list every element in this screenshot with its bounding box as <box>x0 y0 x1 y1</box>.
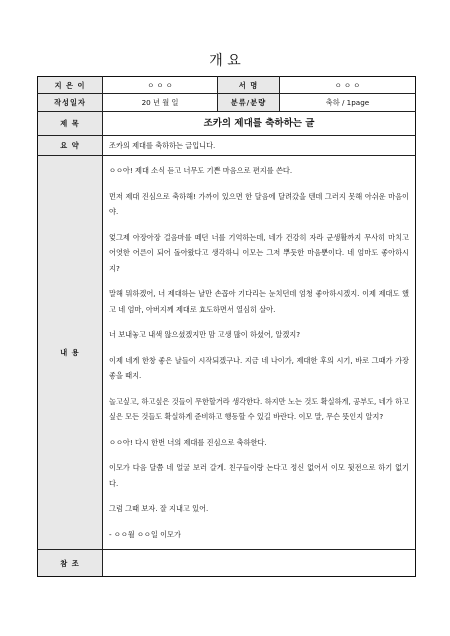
content-paragraph: 너 보내놓고 내색 않으셨겠지만 맘 고생 많이 하셨어, 알겠지? <box>109 330 301 339</box>
category-label: 분류/분량 <box>218 94 280 112</box>
content-paragraph: 먼저 제대 진심으로 축하해! 가까이 있으면 한 달음에 달려갔을 텐데 그러지 못해 아쉬운 마음이야. <box>109 191 409 216</box>
content-paragraph: ㅇㅇ아! 제대 소식 듣고 너무도 기쁜 마음으로 편지를 쓴다. <box>109 166 293 175</box>
subject-label: 제 목 <box>38 112 103 136</box>
date-value: 20 년 월 일 <box>103 94 218 112</box>
author-value: ㅇ ㅇ ㅇ <box>103 77 218 94</box>
name-label: 서 명 <box>218 77 280 94</box>
content-label: 내 용 <box>38 156 103 550</box>
content-row <box>38 156 416 550</box>
subject-value: 조카의 제대를 축하하는 글 <box>103 112 416 136</box>
category-value: 축하 / 1page <box>280 94 416 112</box>
content-paragraph: 이모가 다음 달쯤 네 얼굴 보러 갈게. 친구들이랑 논다고 정신 없어서 이모 뒷전으로 하기 없기다. <box>109 463 409 488</box>
author-label: 지 은 이 <box>38 77 103 94</box>
name-value: ㅇ ㅇ ㅇ <box>280 77 416 94</box>
content-paragraph: 말해 뭐하겠어, 너 제대하는 날만 손꼽아 기다리는 눈치던데 엄청 좋아하시겠지. 이제 제대도 했고 네 엄마, 아버지께 제대로 효도하면서 열심히 살아. <box>109 289 409 314</box>
subject-row <box>38 112 416 136</box>
summary-value: 조카의 제대를 축하하는 글입니다. <box>103 136 416 156</box>
content-paragraph: 이제 네게 한창 좋은 날들이 시작되겠구나. 지금 네 나이가, 제대한 후의 시기, 바로 그때가 가장 좋을 때지. <box>109 355 409 380</box>
reference-row <box>38 550 416 577</box>
content-body <box>103 156 416 550</box>
page-title: 개 요 <box>209 53 241 69</box>
content-paragraph: - ㅇㅇ월 ㅇㅇ일 이모가 <box>109 529 181 539</box>
content-paragraph: ㅇㅇ아! 다시 한번 너의 제대를 진심으로 축하한다. <box>109 437 267 447</box>
summary-form <box>37 76 416 577</box>
content-paragraph: 그럼 그때 보자. 잘 지내고 있어. <box>109 504 209 513</box>
reference-value <box>103 550 416 577</box>
content-paragraph: 놀고싶고, 하고싶은 것들이 무한할거라 생각한다. 하지만 노는 것도 확실하게, 공부도, 네가 하고 싶은 모든 것들도 확실하게 준비하고 행동할 수 있길 바란다. 이모 말, 무슨 뜻인지 알지? <box>109 396 409 421</box>
summary-row <box>38 136 416 156</box>
content-paragraph: 엊그제 아장아장 걸음마를 떼던 너를 기억하는데, 네가 건강히 자라 군생활까지 무사히 마치고 어엿한 어른이 되어 돌아왔다고 생각하니 이모는 그저 뿌듯한 마음뿐이다. 네 엄마도 좋아하시지? <box>109 232 409 273</box>
author-row <box>38 77 416 94</box>
date-row <box>38 94 416 112</box>
summary-label: 요 약 <box>38 136 103 156</box>
date-label: 작성일자 <box>38 94 103 112</box>
reference-label: 참 조 <box>38 550 103 577</box>
